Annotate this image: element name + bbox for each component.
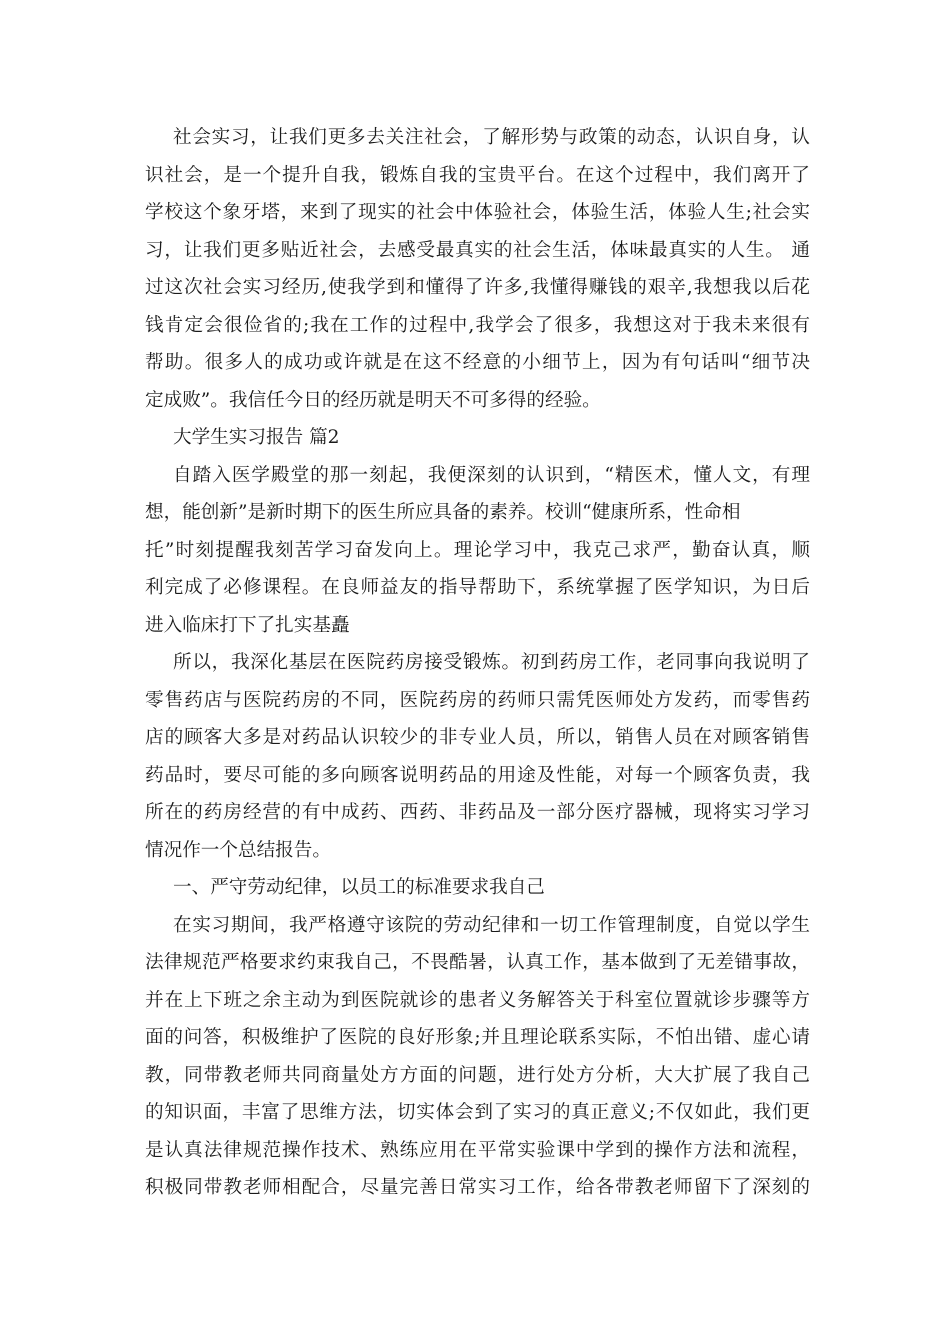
text-line: 大学生实习报告 篇2 [173,427,340,448]
text-line: 并在上下班之余主动为到医院就诊的患者义务解答关于科室位置就诊步骤等方 [145,989,810,1011]
text-line: 帮助。很多人的成功或许就是在这不经意的小细节上，因为有句话叫“细节决 [145,352,810,373]
text-line: 法律规范严格要求约束我自己，不畏酷暑，认真工作，基本做到了无差错事故， [145,952,810,973]
text-line: 教，同带教老师共同商量处方方面的问题，进行处方分析，大大扩展了我自己 [145,1064,810,1086]
text-line: 情况作一个总结报告。 [145,839,331,861]
text-line: 是认真法律规范操作技术、熟练应用在平常实验课中学到的操作方法和流程， [145,1139,810,1161]
text-line: 学校这个象牙塔，来到了现实的社会中体验社会，体验生活，体验人生;社会实 [145,202,810,223]
text-line: 药品时，要尽可能的多向顾客说明药品的用途及性能，对每一个顾客负责，我 [145,764,810,786]
text-line: 想，能创新”是新时期下的医生所应具备的素养。校训“健康所系，性命相 [145,502,741,523]
text-line: 钱肯定会很俭省的;我在工作的过程中,我学会了很多，我想这对于我未来很有 [145,314,810,336]
document-body [145,119,810,1207]
text-line: 社会实习，让我们更多去关注社会，了解形势与政策的动态，认识自身，认 [173,127,810,148]
text-line: 所以，我深化基层在医院药房接受锻炼。初到药房工作，老同事向我说明了 [173,652,810,673]
text-line: 一、严守劳动纪律，以员工的标准要求我自己 [173,877,545,898]
text-line: 托”时刻提醒我刻苦学习奋发向上。理论学习中，我克己求严，勤奋认真，顺 [145,539,810,561]
text-line: 在实习期间，我严格遵守该院的劳动纪律和一切工作管理制度，自觉以学生 [173,914,810,936]
text-line: 定成败”。我信任今日的经历就是明天不可多得的经验。 [145,389,601,411]
text-line: 利完成了必修课程。在良师益友的指导帮助下，系统掌握了医学知识，为日后 [145,577,810,598]
text-line: 过这次社会实习经历,使我学到和懂得了许多,我懂得赚钱的艰辛,我想我以后花 [145,277,810,298]
text-line: 识社会，是一个提升自我，锻炼自我的宝贵平台。在这个过程中，我们离开了 [145,164,810,186]
text-line: 习，让我们更多贴近社会，去感受最真实的社会生活，体味最真实的人生。 通 [145,239,810,261]
text-line: 面的问答，积极维护了医院的良好形象;并且理论联系实际，不怕出错、虚心请 [145,1027,810,1048]
text-line: 零售药店与医院药房的不同，医院药房的药师只需凭医师处方发药，而零售药 [145,689,810,711]
text-line: 自踏入医学殿堂的那一刻起，我便深刻的认识到，“精医术，懂人文，有理 [173,464,810,486]
text-line: 进入临床打下了扎实基矗 [145,614,350,636]
text-line: 积极同带教老师相配合，尽量完善日常实习工作，给各带教老师留下了深刻的 [145,1177,810,1198]
text-line: 所在的药房经营的有中成药、西药、非药品及一部分医疗器械，现将实习学习 [145,802,810,823]
text-line: 的知识面，丰富了思维方法，切实体会到了实习的真正意义;不仅如此，我们更 [145,1102,810,1123]
text-line: 店的顾客大多是对药品认识较少的非专业人员，所以，销售人员在对顾客销售 [145,727,810,748]
